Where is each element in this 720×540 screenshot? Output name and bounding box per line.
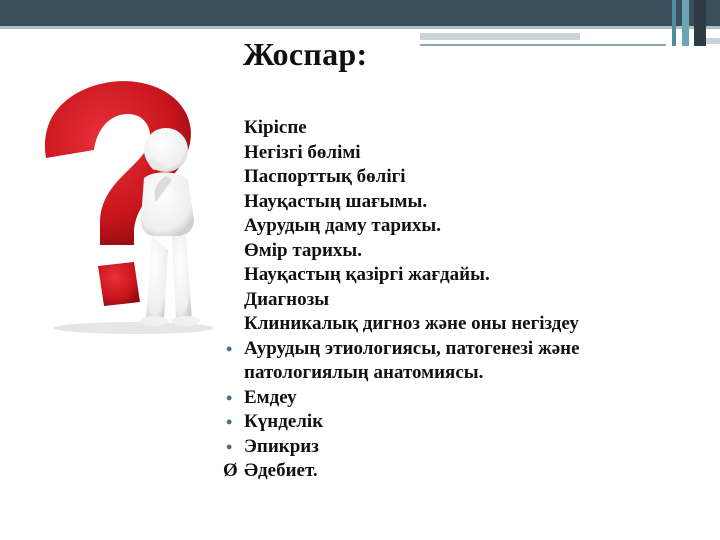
list-item-text: Паспорттық бөлігі [244, 166, 406, 187]
list-item [222, 214, 702, 239]
list-item [222, 116, 702, 141]
bullet-icon: • [226, 387, 233, 408]
list-item [222, 141, 702, 166]
list-item [222, 435, 702, 460]
header-underline [0, 26, 720, 29]
list-item [222, 190, 702, 215]
list-item-text: Аурудың даму тарихы. [244, 215, 442, 236]
decor-bar [706, 38, 720, 44]
list-item [222, 263, 702, 288]
list-item-text: Күнделік [244, 411, 324, 432]
list-item-text: Клиникалық дигноз және оны негіздеу [244, 313, 579, 334]
list-item [222, 337, 702, 386]
list-item-text: Аурудың этиологиясы, патогенезі және патологиялың анатомиясы. [244, 337, 580, 383]
list-item-text: Өмір тарихы. [244, 239, 362, 261]
list-item-text: Диагнозы [244, 288, 330, 310]
list-item [222, 386, 702, 411]
list-item-text: Науқастың қазіргі жағдайы. [244, 264, 490, 285]
bullet-icon: • [226, 436, 233, 457]
list-item-text: Емдеу [244, 386, 297, 408]
decor-bar [420, 33, 580, 40]
list-item-text: Эпикриз [244, 435, 319, 457]
question-mark-thinking-figure-icon [16, 70, 242, 340]
bullet-icon: • [226, 338, 233, 359]
list-item [222, 459, 702, 484]
list-item [222, 288, 702, 313]
decor-stripe [682, 0, 689, 46]
bullet-icon: • [226, 412, 233, 432]
list-item [222, 312, 702, 337]
list-item [222, 239, 702, 264]
list-item-text: Науқастың шағымы. [244, 190, 428, 212]
list-item-text: Негізгі бөлімі [244, 141, 361, 163]
list-item-text: Әдебиет. [244, 460, 318, 481]
decor-line [420, 44, 666, 46]
list-item-text: Кіріспе [244, 117, 307, 138]
decor-stripe [672, 0, 676, 46]
header-bar [0, 0, 720, 26]
outline-list [222, 116, 702, 484]
slide-title: Жоспар: [243, 36, 368, 72]
arrow-bullet-icon: Ø [223, 460, 238, 481]
list-item [222, 410, 702, 435]
decor-stripe [694, 0, 706, 46]
list-item [222, 165, 702, 190]
